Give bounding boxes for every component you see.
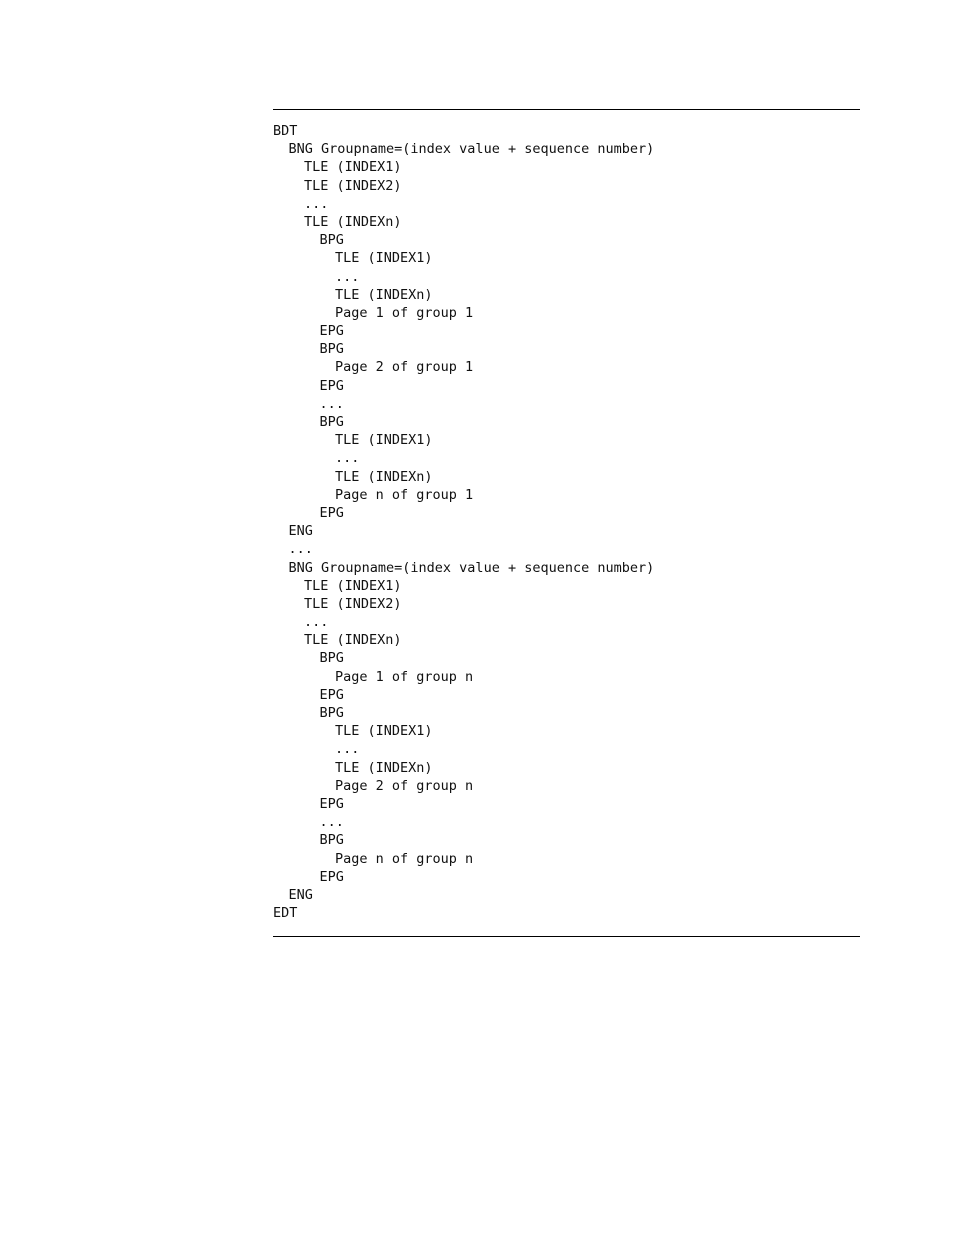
listing-line: BNG Groupname=(index value + sequence number) bbox=[288, 559, 655, 576]
listing-line: TLE (INDEX1) bbox=[335, 250, 433, 267]
listing-line: BPG bbox=[319, 414, 344, 430]
listing-line: TLE (INDEXn) bbox=[335, 468, 433, 485]
listing-line: EPG bbox=[319, 504, 344, 521]
listing-line: TLE (INDEX1) bbox=[304, 577, 402, 594]
listing-line: ... bbox=[335, 741, 360, 758]
listing-line: BDT bbox=[273, 123, 298, 139]
listing-line: Page 1 of group 1 bbox=[335, 304, 474, 321]
listing-line: BNG Groupname=(index value + sequence number) bbox=[288, 141, 655, 158]
listing-line: Page 2 of group n bbox=[335, 777, 474, 794]
bottom-rule bbox=[273, 936, 860, 937]
listing-line: ... bbox=[288, 541, 313, 558]
code-listing bbox=[273, 122, 860, 922]
listing-line: Page n of group 1 bbox=[335, 486, 474, 503]
listing-line: TLE (INDEXn) bbox=[335, 759, 433, 776]
listing-line: EPG bbox=[319, 377, 344, 394]
top-rule bbox=[273, 109, 860, 110]
listing-line: EPG bbox=[319, 323, 344, 340]
listing-line: ... bbox=[319, 395, 344, 412]
listing-line: Page 2 of group 1 bbox=[335, 359, 474, 376]
listing-line: ... bbox=[304, 195, 329, 212]
listing-line: ... bbox=[319, 814, 344, 831]
listing-line: BPG bbox=[319, 341, 344, 358]
listing-line: TLE (INDEX1) bbox=[335, 432, 433, 449]
listing-line: TLE (INDEX2) bbox=[304, 177, 402, 194]
listing-line: BPG bbox=[319, 705, 344, 721]
listing-line: ... bbox=[304, 614, 329, 631]
listing-line: ENG bbox=[288, 886, 313, 903]
listing-line: TLE (INDEXn) bbox=[335, 286, 433, 303]
listing-line: EPG bbox=[319, 868, 344, 885]
listing-line: TLE (INDEX2) bbox=[304, 595, 402, 612]
listing-line: BPG bbox=[319, 832, 344, 849]
listing-line: ... bbox=[335, 450, 360, 467]
listing-line: EPG bbox=[319, 686, 344, 703]
listing-line: Page 1 of group n bbox=[335, 668, 474, 685]
listing-line: BPG bbox=[319, 232, 344, 249]
listing-line: ENG bbox=[288, 523, 313, 540]
listing-line: ... bbox=[335, 268, 360, 285]
listing-line: EDT bbox=[273, 905, 298, 922]
listing-line: TLE (INDEXn) bbox=[304, 632, 402, 649]
listing-line: Page n of group n bbox=[335, 850, 474, 867]
listing-line: TLE (INDEX1) bbox=[335, 723, 433, 740]
listing-line: BPG bbox=[319, 650, 344, 667]
listing-line: TLE (INDEXn) bbox=[304, 213, 402, 230]
listing-line: TLE (INDEX1) bbox=[304, 159, 402, 176]
listing-line: EPG bbox=[319, 795, 344, 812]
